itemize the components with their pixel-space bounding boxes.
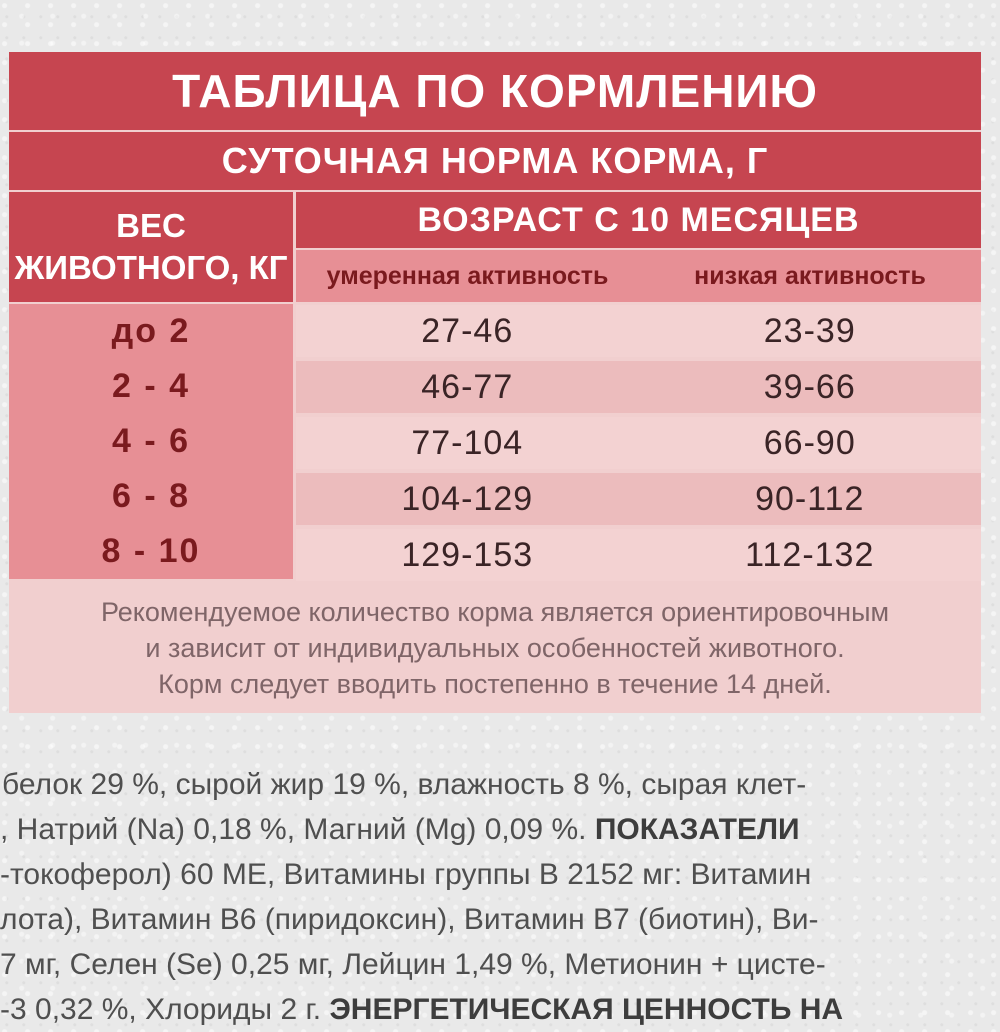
composition-bold-text: ПОКАЗАТЕЛИ bbox=[594, 813, 800, 846]
composition-line-text: 7 мг, Селен (Se) 0,25 мг, Лейцин 1,49 %, Метионин + цисте- bbox=[0, 948, 826, 981]
composition-line bbox=[0, 807, 1000, 852]
weight-cell: 6 - 8 bbox=[111, 477, 191, 515]
note-line: Рекомендуемое количество корма является ориентировочным bbox=[100, 596, 890, 627]
table-row bbox=[296, 305, 981, 357]
moderate-value: 46-77 bbox=[421, 367, 514, 406]
weight-cell: до 2 bbox=[111, 312, 191, 350]
table-row bbox=[296, 529, 981, 581]
low-value: 39-66 bbox=[763, 367, 856, 406]
composition-line-wrapper bbox=[0, 807, 800, 852]
moderate-value: 77-104 bbox=[411, 423, 524, 462]
low-value: 112-132 bbox=[745, 535, 875, 574]
composition-line bbox=[0, 942, 1000, 987]
composition-line-text: -3 0,32 %, Хлориды 2 г. bbox=[0, 993, 330, 1026]
note-line: Корм следует вводить постепенно в течение 14 дней. bbox=[158, 668, 832, 699]
composition-line-text: -токоферол) 60 МЕ, Витамины группы В 2152 мг: Витамин bbox=[0, 858, 812, 891]
age-header: ВОЗРАСТ С 10 МЕСЯЦЕВ bbox=[296, 192, 981, 248]
moderate-value: 129-153 bbox=[401, 535, 534, 574]
table-row bbox=[296, 473, 981, 525]
low-value: 90-112 bbox=[755, 479, 865, 518]
table-row bbox=[296, 417, 981, 469]
composition-line-text: , Натрий (Na) 0,18 %, Магний (Mg) 0,09 %. bbox=[0, 813, 595, 846]
note-line: и зависит от индивидуальных особенностей животного. bbox=[145, 632, 845, 663]
composition-line bbox=[0, 987, 1000, 1032]
moderate-value: 27-46 bbox=[421, 311, 514, 350]
weight-header-line2: ЖИВОТНОГО, КГ bbox=[14, 249, 288, 286]
low-activity-header: низкая активность bbox=[639, 250, 981, 302]
composition-line bbox=[0, 852, 1000, 897]
composition-text bbox=[0, 762, 1000, 1026]
weight-header-line1: ВЕС bbox=[116, 207, 186, 244]
composition-line-text: белок 29 %, сырой жир 19 %, влажность 8 %, сырая клет- bbox=[2, 768, 807, 801]
feeding-note bbox=[9, 582, 981, 713]
moderate-value: 104-129 bbox=[401, 479, 534, 518]
weight-column bbox=[9, 304, 293, 579]
table-row bbox=[296, 361, 981, 413]
table-subtitle: СУТОЧНАЯ НОРМА КОРМА, Г bbox=[9, 132, 981, 190]
weight-column-header bbox=[9, 192, 293, 302]
composition-line bbox=[0, 762, 1000, 807]
low-value: 66-90 bbox=[763, 423, 856, 462]
composition-line bbox=[0, 897, 1000, 942]
moderate-activity-header: умеренная активность bbox=[296, 250, 639, 302]
weight-cell: 8 - 10 bbox=[101, 532, 201, 570]
weight-cell: 2 - 4 bbox=[111, 367, 191, 405]
composition-line-text: лота), Витамин В6 (пиридоксин), Витамин В7 (биотин), Ви- bbox=[0, 903, 819, 936]
composition-line-wrapper bbox=[0, 987, 843, 1032]
composition-bold-text: ЭНЕРГЕТИЧЕСКАЯ ЦЕННОСТЬ НА bbox=[329, 993, 844, 1026]
weight-cell: 4 - 6 bbox=[111, 422, 191, 460]
feeding-table bbox=[9, 52, 981, 713]
low-value: 23-39 bbox=[763, 311, 856, 350]
table-title: ТАБЛИЦА ПО КОРМЛЕНИЮ bbox=[9, 52, 981, 130]
